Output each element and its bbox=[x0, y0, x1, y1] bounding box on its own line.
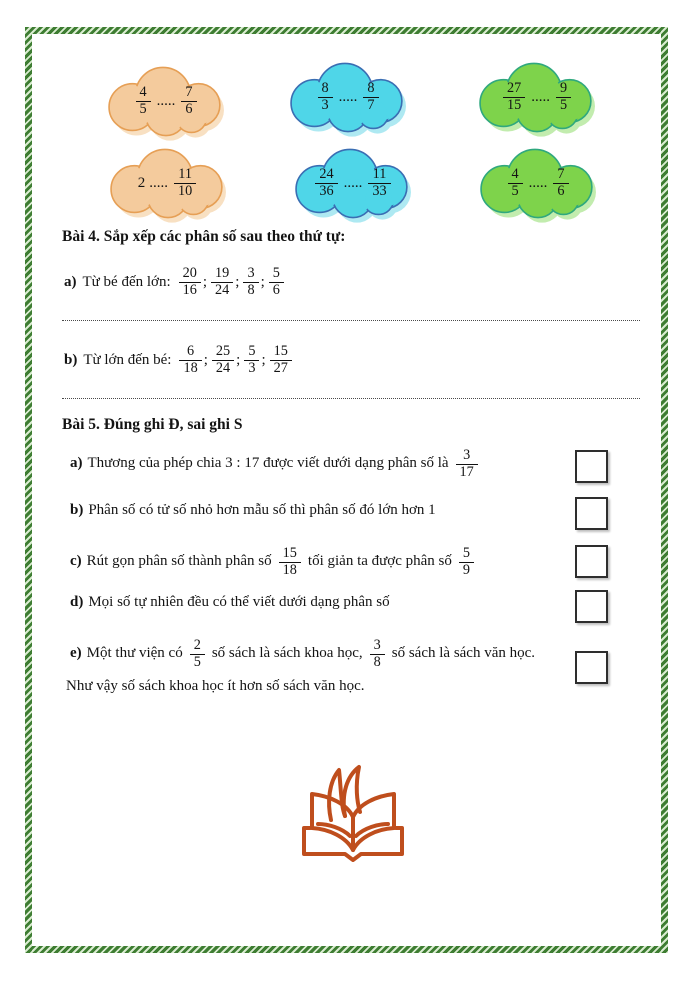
item-marker: a) bbox=[70, 455, 83, 472]
item-text bbox=[87, 638, 535, 671]
open-book-icon bbox=[298, 760, 408, 864]
exercise5-item-b bbox=[70, 500, 570, 522]
item-text bbox=[87, 546, 476, 579]
fraction: $\frac{7}{6}$ bbox=[553, 167, 568, 200]
fraction: $\frac{20}{16}$ bbox=[179, 266, 201, 299]
exercise5-item-d bbox=[70, 592, 570, 614]
comparison-cloud-4 bbox=[107, 146, 229, 224]
fraction: $\frac{9}{5}$ bbox=[556, 81, 571, 114]
fraction: $\frac{5}{9}$ bbox=[459, 546, 474, 579]
fraction: $\frac{7}{6}$ bbox=[181, 85, 196, 118]
fraction: $\frac{27}{15}$ bbox=[503, 81, 525, 114]
comparison-cloud-6 bbox=[477, 146, 599, 224]
fraction: $\frac{25}{24}$ bbox=[212, 344, 234, 377]
item-marker: d) bbox=[70, 594, 84, 610]
text-part: ..... bbox=[531, 88, 550, 105]
page-border-right bbox=[661, 27, 668, 953]
answer-checkbox-a[interactable] bbox=[575, 450, 608, 483]
comparison-cloud-3 bbox=[476, 60, 598, 138]
text-part: Thương của phép chia 3 : 17 được viết dưới dạng phân số là bbox=[87, 455, 449, 472]
item-marker: b) bbox=[70, 502, 84, 518]
item-text bbox=[88, 592, 389, 614]
exercise5-item-a bbox=[70, 442, 570, 486]
exercise4-item-b bbox=[64, 336, 294, 384]
text-part: ..... bbox=[156, 92, 176, 109]
text-part: số sách là sách khoa học, bbox=[211, 645, 363, 662]
comparison-cloud-5 bbox=[292, 146, 414, 224]
fraction: $\frac{4}{5}$ bbox=[508, 167, 523, 200]
page-border-bottom bbox=[25, 946, 668, 953]
text-part: 2 bbox=[137, 174, 146, 191]
answer-checkbox-b[interactable] bbox=[575, 497, 608, 530]
fraction: $\frac{2}{5}$ bbox=[190, 638, 205, 671]
item-text bbox=[88, 448, 480, 481]
item-marker: e) bbox=[70, 645, 82, 662]
cloud-comparison-expression bbox=[292, 146, 414, 224]
text-part: Phân số có tử số nhỏ hơn mẫu số thì phân số đó lớn hơn 1 bbox=[88, 502, 436, 518]
fraction: $\frac{5}{3}$ bbox=[244, 344, 259, 377]
item-marker: a) bbox=[64, 273, 77, 290]
page-border-top bbox=[25, 27, 668, 34]
text-part: ..... bbox=[528, 174, 548, 191]
fraction: $\frac{11}{33}$ bbox=[368, 167, 390, 200]
fraction-list bbox=[177, 266, 286, 299]
fraction: $\frac{3}{8}$ bbox=[370, 638, 385, 671]
answer-dotted-line-a bbox=[62, 320, 640, 321]
item-marker: b) bbox=[64, 351, 78, 368]
fraction: $\frac{15}{18}$ bbox=[279, 546, 301, 579]
answer-dotted-line-b bbox=[62, 398, 640, 399]
exercise4-item-a bbox=[64, 258, 286, 306]
fraction: $\frac{19}{24}$ bbox=[211, 266, 233, 299]
item-label: Từ lớn đến bé: bbox=[83, 351, 172, 368]
cloud-comparison-expression bbox=[287, 60, 409, 138]
fraction: $\frac{15}{27}$ bbox=[270, 344, 292, 377]
exercise4-title: Bài 4. Sắp xếp các phân số sau theo thứ tự: bbox=[62, 228, 346, 245]
answer-checkbox-e[interactable] bbox=[575, 651, 608, 684]
exercise5-footer-text: Như vậy số sách khoa học ít hơn số sách văn học. bbox=[66, 678, 365, 694]
text-part: ..... bbox=[149, 174, 168, 191]
fraction: $\frac{8}{7}$ bbox=[363, 81, 378, 114]
fraction: $\frac{3}{17}$ bbox=[456, 448, 478, 481]
fraction-separator: ; bbox=[260, 273, 265, 290]
text-part: số sách là sách văn học. bbox=[391, 645, 536, 662]
page-border-left bbox=[25, 27, 32, 953]
cloud-comparison-expression bbox=[107, 146, 229, 224]
text-part: ..... bbox=[343, 174, 363, 191]
answer-checkbox-c[interactable] bbox=[575, 545, 608, 578]
fraction-separator: ; bbox=[261, 351, 266, 368]
cloud-comparison-expression bbox=[476, 60, 598, 138]
cloud-comparison-expression bbox=[105, 64, 227, 142]
fraction: $\frac{24}{36}$ bbox=[315, 167, 337, 200]
fraction: $\frac{8}{3}$ bbox=[318, 81, 333, 114]
exercise5-item-c bbox=[70, 540, 570, 584]
fraction: $\frac{11}{10}$ bbox=[174, 167, 196, 200]
comparison-cloud-1 bbox=[105, 64, 227, 142]
item-marker: c) bbox=[70, 553, 82, 570]
fraction-separator: ; bbox=[235, 273, 240, 290]
text-part: Một thư viện có bbox=[86, 645, 183, 662]
text-part: tối giản ta được phân số bbox=[307, 553, 452, 570]
text-part: Mọi số tự nhiên đều có thể viết dưới dạng phân số bbox=[88, 594, 390, 610]
fraction-separator: ; bbox=[202, 273, 208, 290]
item-label: Từ bé đến lớn: bbox=[82, 273, 171, 290]
fraction-list bbox=[177, 344, 293, 377]
item-text bbox=[88, 500, 435, 522]
fraction: $\frac{4}{5}$ bbox=[136, 85, 151, 118]
fraction-separator: ; bbox=[236, 351, 241, 368]
fraction-separator: ; bbox=[203, 351, 208, 368]
exercise5-item-e bbox=[70, 632, 570, 676]
fraction: $\frac{3}{8}$ bbox=[243, 266, 258, 299]
fraction: $\frac{6}{18}$ bbox=[179, 344, 201, 377]
exercise5-title: Bài 5. Đúng ghi Đ, sai ghi S bbox=[62, 416, 243, 433]
text-part: Rút gọn phân số thành phân số bbox=[86, 553, 272, 570]
text-part: ..... bbox=[338, 88, 358, 105]
cloud-comparison-expression bbox=[477, 146, 599, 224]
fraction: $\frac{5}{6}$ bbox=[269, 266, 284, 299]
answer-checkbox-d[interactable] bbox=[575, 590, 608, 623]
comparison-cloud-2 bbox=[287, 60, 409, 138]
